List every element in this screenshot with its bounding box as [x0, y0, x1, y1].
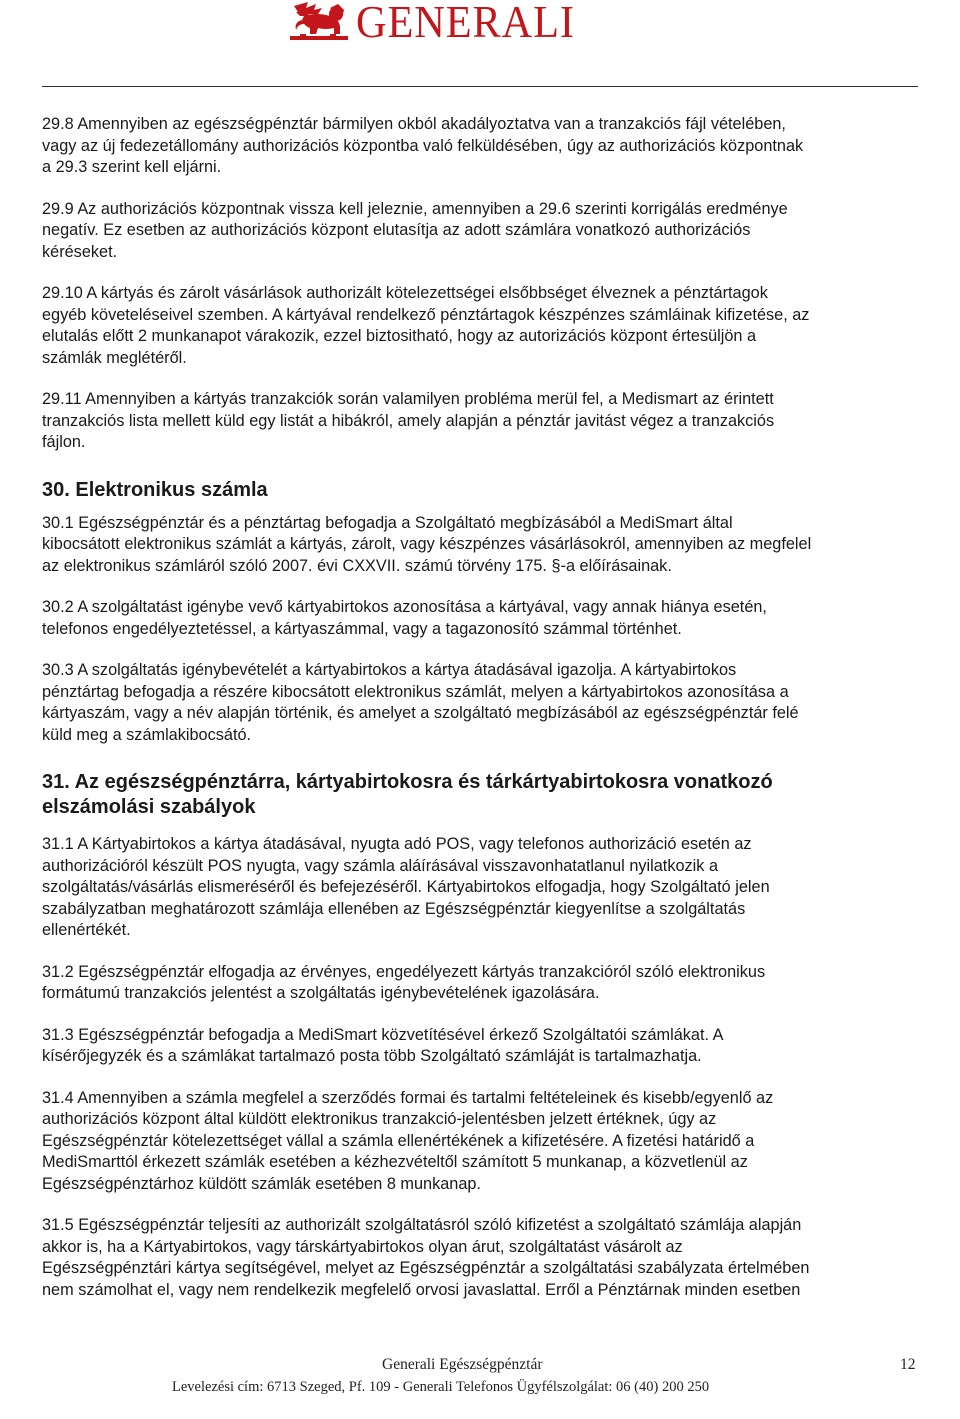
text-line: kísérőjegyzék és a számlákat tartalmazó posta több Szolgáltató számláját is tartalmazhatja.: [42, 1047, 702, 1065]
text-line: nem számolhat el, vagy nem rendelkezik megfelelő orvosi javaslattal. Erről a Pénztárnak minden esetben: [42, 1280, 801, 1299]
text-line: elutalás előtt 2 munkanapot várakozik, ezzel biztositható, hogy az autorizációs központ értesüljön a: [42, 327, 757, 345]
paragraph-29-10: [42, 283, 922, 369]
footer-contact: Levelezési cím: 6713 Szeged, Pf. 109 - Generali Telefonos Ügyfélszolgálat: 06 (40) 200 250: [172, 1379, 710, 1395]
winged-lion-icon: [286, 0, 350, 44]
text-line: számlák meglétéről.: [42, 348, 187, 367]
text-line: formátumú tranzakciós jelentést a szolgáltatás igénybevételének igazolására.: [42, 984, 600, 1002]
text-line: ellenértékét.: [42, 921, 131, 939]
heading-line: 31. Az egészségpénztárra, kártyabirtokosra és tárkártyabirtokosra vonatkozó: [42, 771, 773, 793]
text-line: 29.8 Amennyiben az egészségpénztár bármilyen okból akadályoztatva van a tranzakciós fájl vételében,: [42, 115, 786, 133]
text-line: az elektronikus számláról szóló 2007. évi CXXVII. számú törvény 175. §-a előírásainak.: [42, 556, 672, 575]
paragraph-31-1: [42, 834, 922, 942]
text-line: küld meg a számlakibocsátó.: [42, 725, 252, 744]
text-line: MediSmarttól érkezett számlák esetében a kézhezvételtől számított 5 munkanap, a közvetlenül az: [42, 1153, 748, 1171]
text-line: kéréseket.: [42, 242, 118, 261]
text-line: 29.11 Amennyiben a kártyás tranzakciók során valamilyen probléma merül fel, a Medismart az érintett: [42, 390, 774, 408]
text-line: szabályzatban meghatározott számlája ellenében az Egészségpénztár kiegyenlítse a szolgáltatás: [42, 899, 746, 918]
text-line: 31.3 Egészségpénztár befogadja a MediSmart közvetítésével érkező Szolgáltatói számlákat. A: [42, 1025, 724, 1044]
text-line: Egészségpénztárhoz küldött számlák esetében 8 munkanap.: [42, 1174, 481, 1193]
text-line: pénztártag befogadja a részére kibocsátott elektronikus számlát, melyen a kártyabirtokos azonosítása a: [42, 682, 789, 701]
document-body: [42, 114, 922, 1301]
paragraph-29-8: [42, 114, 922, 179]
text-line: 29.9 Az authorizációs központnak vissza kell jeleznie, amennyiben a 29.6 szerinti korrigálás eredménye: [42, 199, 788, 218]
text-line: fájlon.: [42, 433, 86, 451]
heading-line: elszámolási szabályok: [42, 796, 256, 818]
text-line: vagy az új fedezetállomány authorizációs központba való felküldésében, úgy az authorizációs központnak: [42, 136, 804, 155]
paragraph-31-2: [42, 962, 922, 1005]
section-heading-31: [42, 770, 922, 820]
text-line: tranzakciós lista mellett küld egy listát a hibákról, amely alapján a pénztár javitást végez a tranzakciós: [42, 411, 775, 430]
text-line: 31.2 Egészségpénztár elfogadja az érvényes, engedélyezett kártyás tranzakcióról szóló elektronikus: [42, 962, 766, 981]
paragraph-29-9: [42, 199, 922, 264]
paragraph-29-11: [42, 389, 922, 454]
text-line: Egészségpénztár kötelezettséget vállal a számla ellenértékének a kifizetésére. A fizetési határidő a: [42, 1131, 755, 1150]
text-line: szolgáltatás/vásárlás elismeréséről és befejezéséről. Kártyabirtokos elfogadja, hogy Szolgáltató jelen: [42, 878, 770, 896]
text-line: Egészségpénztári kártya segítségével, melyet az Egészségpénztár a szolgáltatási szabályzata értelmében: [42, 1259, 810, 1277]
text-line: authorizációról készült POS nyugta, vagy számla aláírásával visszavonhatatlanul nyilatkozik a: [42, 856, 719, 875]
footer-company: Generali Egészségpénztár: [382, 1356, 543, 1373]
paragraph-31-4: [42, 1088, 922, 1196]
paragraph-30-1: [42, 513, 922, 578]
page-number: 12: [900, 1356, 916, 1373]
text-line: 31.4 Amennyiben a számla megfelel a szerződés formai és tartalmi feltételeinek és kisebb/egyenlő az: [42, 1088, 774, 1107]
brand-name: GENERALI: [356, 0, 575, 47]
text-line: a 29.3 szerint kell eljárni.: [42, 158, 222, 176]
text-line: egyéb követeléseivel szemben. A kártyával rendelkező pénztártagok készpénzes számláinak kifizetése, az: [42, 305, 810, 324]
page-header: [0, 0, 960, 80]
header-divider: [42, 86, 918, 87]
text-line: akkor is, ha a Kártyabirtokos, vagy társkártyabirtokos olyan árut, szolgáltatást vásárolt az: [42, 1237, 683, 1256]
paragraph-30-3: [42, 660, 922, 746]
text-line: 30.3 A szolgáltatás igénybevételét a kártyabirtokos a kártya átadásával igazolja. A kártyabirtokos: [42, 661, 737, 679]
text-line: 30.2 A szolgáltatást igénybe vevő kártyabirtokos azonosítása a kártyával, vagy annak hiánya esetén,: [42, 598, 767, 616]
text-line: 29.10 A kártyás és zárolt vásárlások authorizált kötelezettségei elsőbbséget élveznek a pénztártagok: [42, 284, 768, 302]
paragraph-31-5: [42, 1215, 922, 1301]
generali-logo: [286, 0, 594, 47]
text-line: authorizációs központ által küldött elektronikus tranzakció-jelentésben jelzett értéknek, úgy az: [42, 1110, 717, 1128]
text-line: negatív. Ez esetben az authorizációs központ elutasítja az adott számlára vonatkozó authorizációs: [42, 221, 751, 239]
section-heading-30: 30. Elektronikus számla: [42, 478, 268, 501]
text-line: telefonos engedélyeztetéssel, a kártyaszámmal, vagy a tagazonosító számmal történhet.: [42, 619, 682, 638]
text-line: kibocsátott elektronikus számlát a kártyás, zárolt, vagy készpénzes vásárlásokról, amennyiben az megfelel: [42, 535, 812, 553]
text-line: 30.1 Egészségpénztár és a pénztártag befogadja a Szolgáltató megbízásából a MediSmart által: [42, 513, 733, 532]
text-line: 31.1 A Kártyabirtokos a kártya átadásával, nyugta adó POS, vagy telefonos authorizáció esetén az: [42, 835, 752, 853]
paragraph-30-2: [42, 597, 922, 640]
paragraph-31-3: [42, 1025, 922, 1068]
text-line: 31.5 Egészségpénztár teljesíti az authorizált szolgáltatásról szóló kifizetést a szolgáltató számlája alapján: [42, 1216, 802, 1234]
text-line: kártyaszám, vagy a név alapján történik, és amelyet a szolgáltató megbízásából az egészségpénztár felé: [42, 704, 799, 722]
